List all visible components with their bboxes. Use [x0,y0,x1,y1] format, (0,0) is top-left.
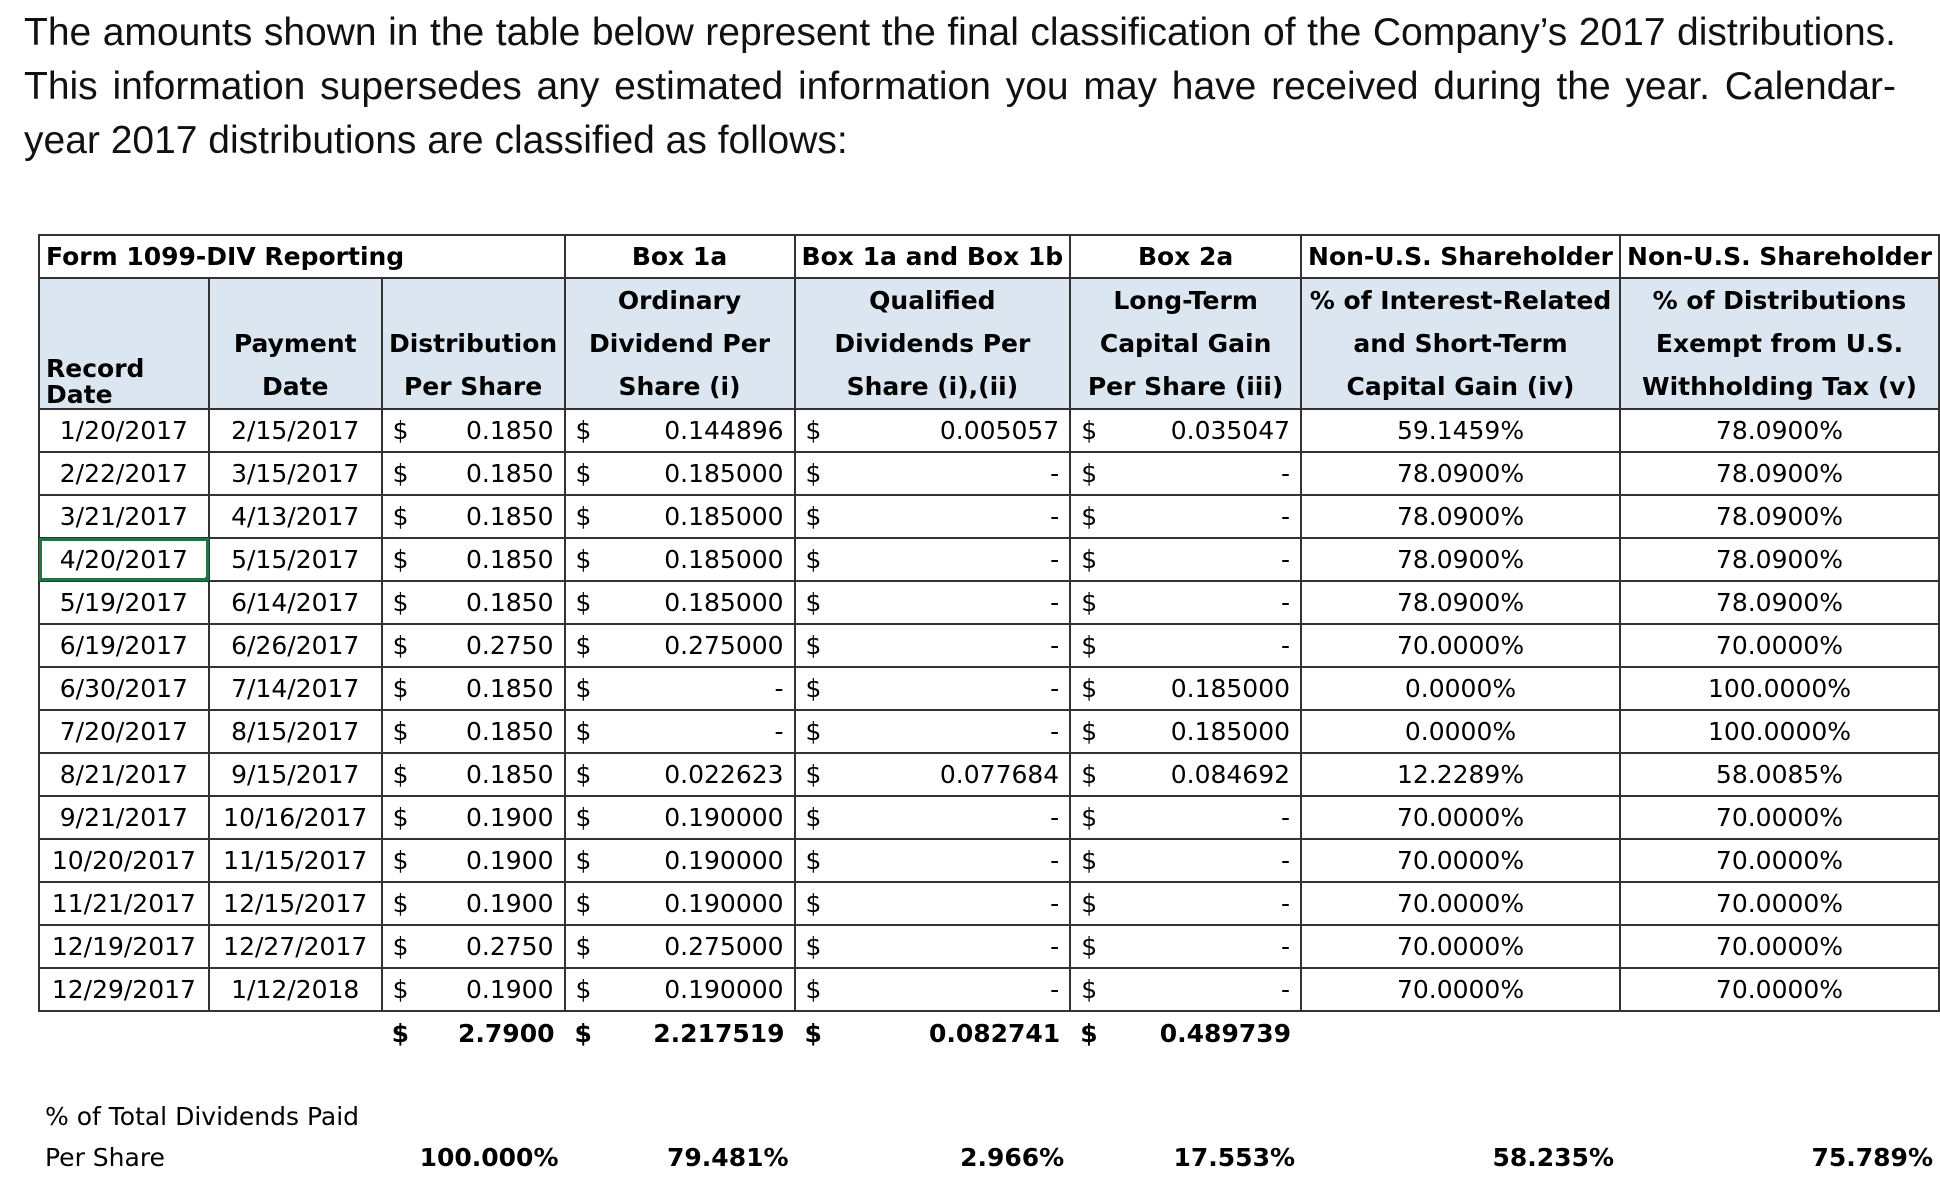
qualified-dividend-value: - [1050,802,1060,832]
currency-symbol: $ [392,931,409,961]
table-row [39,581,1939,624]
qualified-dividend-cell[interactable] [795,796,1071,839]
qualified-dividend-cell[interactable] [795,925,1071,968]
qualified-dividend-value: - [1050,673,1060,703]
currency-symbol: $ [805,544,822,574]
distribution-value: 0.1850 [466,544,554,574]
record-date-cell[interactable]: 6/30/2017 [39,667,209,710]
currency-symbol: $ [1081,673,1098,703]
ltcg-value: - [1281,974,1291,1004]
record-date-cell[interactable]: 11/21/2017 [39,882,209,925]
empty-cell [39,1011,209,1056]
table-row [39,925,1939,968]
ordinary-dividend-value: 0.190000 [664,888,784,918]
ordinary-dividend-cell[interactable] [565,882,795,925]
ltcg-cell[interactable] [1070,667,1301,710]
record-date-cell[interactable]: 12/19/2017 [39,925,209,968]
ordinary-dividend-value: 0.190000 [664,845,784,875]
table-row [39,968,1939,1011]
ordinary-dividend-header: Ordinary Dividend Per Share (i) [565,278,795,409]
currency-symbol: $ [805,716,822,746]
currency-symbol: $ [805,888,822,918]
currency-symbol: $ [574,1019,592,1048]
currency-symbol: $ [392,888,409,918]
payment-date-cell[interactable]: 5/15/2017 [209,538,382,581]
interest-related-cell[interactable]: 78.0900% [1301,495,1620,538]
ltcg-value: - [1281,544,1291,574]
non-us-header-1: Non-U.S. Shareholder [1301,235,1620,278]
distribution-value: 0.1850 [466,673,554,703]
header-row-2 [39,278,1939,409]
table-row [39,839,1939,882]
total-ltcg-cell[interactable] [1070,1011,1301,1056]
distribution-table [38,234,1940,1178]
distribution-value: 0.1850 [466,415,554,445]
currency-symbol: $ [1081,759,1098,789]
ordinary-dividend-value: 0.190000 [664,802,784,832]
qualified-dividend-value: - [1050,501,1060,531]
table-row [39,753,1939,796]
distribution-value: 0.1850 [466,759,554,789]
currency-symbol: $ [805,458,822,488]
currency-symbol: $ [392,845,409,875]
distribution-value: 0.1850 [466,587,554,617]
ltcg-header: Long-Term Capital Gain Per Share (iii) [1070,278,1301,409]
currency-symbol: $ [392,673,409,703]
currency-symbol: $ [575,931,592,961]
distribution-cell[interactable] [382,710,565,753]
ltcg-value: - [1281,458,1291,488]
distribution-value: 0.1850 [466,501,554,531]
currency-symbol: $ [1081,716,1098,746]
distribution-cell[interactable] [382,968,565,1011]
record-date-cell[interactable]: 9/21/2017 [39,796,209,839]
ltcg-cell[interactable] [1070,452,1301,495]
record-date-cell[interactable]: 10/20/2017 [39,839,209,882]
ordinary-dividend-value: 0.185000 [664,458,784,488]
ltcg-cell[interactable] [1070,968,1301,1011]
ordinary-dividend-value: 0.185000 [664,501,784,531]
currency-symbol: $ [392,716,409,746]
spacer-cell [39,1056,1939,1096]
payment-date-cell[interactable]: 1/12/2018 [209,968,382,1011]
currency-symbol: $ [392,587,409,617]
qualified-dividend-cell[interactable] [795,667,1071,710]
exempt-withholding-cell[interactable]: 100.0000% [1620,710,1939,753]
ltcg-cell[interactable] [1070,839,1301,882]
interest-related-cell[interactable]: 70.0000% [1301,624,1620,667]
qualified-dividend-cell[interactable] [795,538,1071,581]
interest-related-header: % of Interest-Related and Short-Term Capital Gain (iv) [1301,278,1620,409]
ltcg-value: - [1281,501,1291,531]
total-distribution: 2.7900 [458,1019,555,1048]
interest-related-cell[interactable]: 0.0000% [1301,710,1620,753]
empty-cell [1301,1011,1620,1056]
currency-symbol: $ [392,458,409,488]
pct-ordinary-dividend[interactable]: 79.481% [667,1142,789,1172]
ordinary-dividend-value: 0.185000 [664,544,784,574]
interest-related-cell[interactable]: 70.0000% [1301,796,1620,839]
distribution-cell[interactable] [382,882,565,925]
qualified-dividend-value: 0.005057 [939,415,1060,445]
currency-symbol: $ [392,759,409,789]
distribution-cell[interactable] [382,495,565,538]
exempt-withholding-cell[interactable]: 70.0000% [1620,839,1939,882]
ltcg-cell[interactable] [1070,624,1301,667]
ordinary-dividend-cell[interactable] [565,968,795,1011]
currency-symbol: $ [805,931,822,961]
payment-date-cell[interactable]: 6/26/2017 [209,624,382,667]
payment-date-cell[interactable]: 7/14/2017 [209,667,382,710]
distribution-value: 0.1850 [466,716,554,746]
ordinary-dividend-cell[interactable] [565,538,795,581]
total-qualified-dividend-cell[interactable] [795,1011,1071,1056]
pct-label-row [39,1096,1939,1137]
currency-symbol: $ [805,673,822,703]
ltcg-value: - [1281,845,1291,875]
currency-symbol: $ [805,501,822,531]
qualified-dividend-cell[interactable] [795,968,1071,1011]
currency-symbol: $ [575,501,592,531]
total-ordinary-dividend: 2.217519 [653,1019,785,1048]
qualified-dividend-value: - [1050,888,1060,918]
interest-related-cell[interactable]: 70.0000% [1301,925,1620,968]
record-date-cell[interactable]: 5/19/2017 [39,581,209,624]
currency-symbol: $ [392,415,409,445]
payment-date-cell[interactable]: 9/15/2017 [209,753,382,796]
spacer-row [39,1056,1939,1096]
table-row [39,624,1939,667]
qualified-dividend-value: - [1050,630,1060,660]
exempt-withholding-cell[interactable]: 78.0900% [1620,538,1939,581]
intro-paragraph: The amounts shown in the table below represent the final classification of the Company’s 2017 distributions. This information supersedes any estimated information you may have received during the year. Calendar-year 2017 distributions are classified as follows: [24,11,1896,162]
exempt-withholding-cell[interactable]: 78.0900% [1620,409,1939,452]
exempt-withholding-cell[interactable]: 58.0085% [1620,753,1939,796]
exempt-withholding-cell[interactable]: 78.0900% [1620,452,1939,495]
ordinary-dividend-value: - [774,673,784,703]
form-1099-label: Form 1099-DIV Reporting [39,235,565,278]
currency-symbol: $ [805,759,822,789]
ordinary-dividend-value: 0.275000 [664,630,784,660]
ltcg-cell[interactable] [1070,710,1301,753]
currency-symbol: $ [392,630,409,660]
payment-date-cell[interactable]: 2/15/2017 [209,409,382,452]
qualified-dividend-value: - [1050,931,1060,961]
currency-symbol: $ [805,415,822,445]
pct-ltcg[interactable]: 17.553% [1173,1142,1296,1172]
currency-symbol: $ [1081,587,1098,617]
record-date-cell[interactable]: 12/29/2017 [39,968,209,1011]
payment-date-cell[interactable]: 12/27/2017 [209,925,382,968]
currency-symbol: $ [1081,974,1098,1004]
ordinary-dividend-cell[interactable] [565,624,795,667]
distribution-value: 0.1900 [466,845,554,875]
ltcg-value: - [1281,931,1291,961]
distribution-cell[interactable] [382,925,565,968]
qualified-dividend-value: - [1050,716,1060,746]
ordinary-dividend-cell[interactable] [565,710,795,753]
payment-date-cell[interactable]: 10/16/2017 [209,796,382,839]
currency-symbol: $ [1081,544,1098,574]
qualified-dividend-cell[interactable] [795,753,1071,796]
currency-symbol: $ [1081,931,1098,961]
ordinary-dividend-value: 0.022623 [664,759,784,789]
currency-symbol: $ [392,544,409,574]
table-row [39,409,1939,452]
ordinary-dividend-value: 0.275000 [664,931,784,961]
record-date-cell[interactable]: 4/20/2017 [39,538,209,581]
payment-date-cell[interactable]: 6/14/2017 [209,581,382,624]
total-ordinary-dividend-cell[interactable] [565,1011,795,1056]
currency-symbol: $ [575,415,592,445]
interest-related-cell[interactable]: 70.0000% [1301,968,1620,1011]
payment-date-cell[interactable]: 4/13/2017 [209,495,382,538]
interest-related-cell[interactable]: 78.0900% [1301,538,1620,581]
currency-symbol: $ [805,802,822,832]
pct-total-label-line2: Per Share [45,1142,165,1172]
record-date-cell[interactable]: 8/21/2017 [39,753,209,796]
ltcg-cell[interactable] [1070,753,1301,796]
currency-symbol: $ [1080,1019,1098,1048]
distribution-cell[interactable] [382,581,565,624]
distribution-cell[interactable] [382,796,565,839]
non-us-header-2: Non-U.S. Shareholder [1620,235,1939,278]
currency-symbol: $ [805,845,822,875]
currency-symbol: $ [575,759,592,789]
qualified-dividend-cell[interactable] [795,581,1071,624]
total-distribution-cell[interactable] [382,1011,565,1056]
distribution-value: 0.1900 [466,888,554,918]
table-row [39,667,1939,710]
ordinary-dividend-cell[interactable] [565,925,795,968]
ordinary-dividend-cell[interactable] [565,839,795,882]
qualified-dividend-cell[interactable] [795,495,1071,538]
payment-date-cell[interactable]: 11/15/2017 [209,839,382,882]
ltcg-cell[interactable] [1070,495,1301,538]
currency-symbol: $ [392,974,409,1004]
qualified-dividend-value: - [1050,587,1060,617]
ltcg-value: 0.084692 [1170,759,1291,789]
exempt-withholding-cell[interactable]: 70.0000% [1620,624,1939,667]
ltcg-value: - [1281,888,1291,918]
table-row [39,538,1939,581]
interest-related-cell[interactable]: 78.0900% [1301,452,1620,495]
ltcg-cell[interactable] [1070,581,1301,624]
currency-symbol: $ [575,630,592,660]
record-date-cell[interactable]: 7/20/2017 [39,710,209,753]
distribution-value: 0.2750 [466,931,554,961]
interest-related-cell[interactable]: 78.0900% [1301,581,1620,624]
header-row-1 [39,235,1939,278]
currency-symbol: $ [575,974,592,1004]
table-row [39,452,1939,495]
currency-symbol: $ [1081,888,1098,918]
total-ltcg: 0.489739 [1159,1019,1292,1048]
box-2a-header: Box 2a [1070,235,1301,278]
ordinary-dividend-cell[interactable] [565,753,795,796]
box-1a-header: Box 1a [565,235,795,278]
qualified-dividend-value: - [1050,845,1060,875]
pct-interest-related[interactable]: 58.235% [1492,1142,1614,1172]
table-row [39,495,1939,538]
exempt-withholding-cell[interactable]: 70.0000% [1620,796,1939,839]
distribution-value: 0.2750 [466,630,554,660]
table-row [39,882,1939,925]
total-qualified-dividend: 0.082741 [928,1019,1061,1048]
currency-symbol: $ [392,802,409,832]
record-date-cell[interactable]: 1/20/2017 [39,409,209,452]
distribution-cell[interactable] [382,839,565,882]
ordinary-dividend-value: 0.144896 [664,415,784,445]
currency-symbol: $ [575,888,592,918]
currency-symbol: $ [575,802,592,832]
currency-symbol: $ [391,1019,410,1048]
ordinary-dividend-cell[interactable] [565,409,795,452]
payment-date-cell[interactable]: 3/15/2017 [209,452,382,495]
exempt-withholding-header: % of Distributions Exempt from U.S. Withholding Tax (v) [1620,278,1939,409]
ltcg-cell[interactable] [1070,925,1301,968]
currency-symbol: $ [804,1019,822,1048]
currency-symbol: $ [575,673,592,703]
ltcg-value: 0.185000 [1170,716,1291,746]
ltcg-value: 0.035047 [1170,415,1291,445]
record-date-cell[interactable]: 6/19/2017 [39,624,209,667]
exempt-withholding-cell[interactable]: 70.0000% [1620,925,1939,968]
interest-related-cell[interactable]: 70.0000% [1301,882,1620,925]
qualified-dividend-cell[interactable] [795,710,1071,753]
currency-symbol: $ [805,974,822,1004]
qualified-dividend-value: - [1050,458,1060,488]
interest-related-cell[interactable]: 70.0000% [1301,839,1620,882]
ltcg-cell[interactable] [1070,796,1301,839]
exempt-withholding-cell[interactable]: 78.0900% [1620,495,1939,538]
payment-date-cell[interactable]: 12/15/2017 [209,882,382,925]
distribution-cell[interactable] [382,667,565,710]
qualified-dividend-value: 0.077684 [939,759,1060,789]
empty-cell [565,1096,1940,1137]
record-date-cell[interactable]: 2/22/2017 [39,452,209,495]
interest-related-cell[interactable]: 0.0000% [1301,667,1620,710]
record-date-cell[interactable]: 3/21/2017 [39,495,209,538]
distribution-header: Distribution Per Share [382,278,565,409]
pct-distribution[interactable]: 100.000% [419,1142,559,1172]
pct-total-row [39,1137,1939,1178]
pct-total-label-line1: % of Total Dividends Paid [45,1101,360,1131]
qualified-dividend-cell[interactable] [795,839,1071,882]
box-1a-1b-header: Box 1a and Box 1b [795,235,1071,278]
currency-symbol: $ [1081,415,1098,445]
payment-date-cell[interactable]: 8/15/2017 [209,710,382,753]
distribution-cell[interactable] [382,624,565,667]
qualified-dividend-cell[interactable] [795,452,1071,495]
currency-symbol: $ [1081,845,1098,875]
pct-exempt-withholding[interactable]: 75.789% [1811,1142,1933,1172]
ordinary-dividend-cell[interactable] [565,452,795,495]
currency-symbol: $ [575,587,592,617]
ltcg-cell[interactable] [1070,882,1301,925]
currency-symbol: $ [575,716,592,746]
distribution-value: 0.1900 [466,974,554,1004]
ltcg-value: - [1281,587,1291,617]
distribution-cell[interactable] [382,753,565,796]
ordinary-dividend-value: 0.185000 [664,587,784,617]
record-date-header: Record Date [39,278,209,409]
ltcg-value: - [1281,802,1291,832]
qualified-dividend-header: Qualified Dividends Per Share (i),(ii) [795,278,1071,409]
empty-cell [209,1011,382,1056]
ordinary-dividend-cell[interactable] [565,581,795,624]
exempt-withholding-cell[interactable]: 100.0000% [1620,667,1939,710]
interest-related-cell[interactable]: 12.2289% [1301,753,1620,796]
interest-related-cell[interactable]: 59.1459% [1301,409,1620,452]
ltcg-cell[interactable] [1070,409,1301,452]
distribution-cell[interactable] [382,452,565,495]
ordinary-dividend-value: 0.190000 [664,974,784,1004]
currency-symbol: $ [1081,458,1098,488]
table-row [39,796,1939,839]
ltcg-value: - [1281,630,1291,660]
qualified-dividend-cell[interactable] [795,624,1071,667]
distribution-cell[interactable] [382,409,565,452]
qualified-dividend-value: - [1050,544,1060,574]
currency-symbol: $ [575,845,592,875]
currency-symbol: $ [1081,630,1098,660]
totals-row [39,1011,1939,1056]
distribution-cell[interactable] [382,538,565,581]
exempt-withholding-cell[interactable]: 78.0900% [1620,581,1939,624]
currency-symbol: $ [1081,501,1098,531]
currency-symbol: $ [392,501,409,531]
table-row [39,710,1939,753]
currency-symbol: $ [805,630,822,660]
distribution-value: 0.1850 [466,458,554,488]
currency-symbol: $ [575,458,592,488]
qualified-dividend-value: - [1050,974,1060,1004]
ordinary-dividend-value: - [774,716,784,746]
pct-qualified-dividend[interactable]: 2.966% [960,1142,1065,1172]
ltcg-cell[interactable] [1070,538,1301,581]
ordinary-dividend-cell[interactable] [565,667,795,710]
currency-symbol: $ [1081,802,1098,832]
ltcg-value: 0.185000 [1170,673,1291,703]
currency-symbol: $ [805,587,822,617]
currency-symbol: $ [575,544,592,574]
qualified-dividend-cell[interactable] [795,409,1071,452]
distribution-value: 0.1900 [466,802,554,832]
ordinary-dividend-cell[interactable] [565,796,795,839]
exempt-withholding-cell[interactable]: 70.0000% [1620,968,1939,1011]
ordinary-dividend-cell[interactable] [565,495,795,538]
empty-cell [1620,1011,1939,1056]
exempt-withholding-cell[interactable]: 70.0000% [1620,882,1939,925]
qualified-dividend-cell[interactable] [795,882,1071,925]
payment-date-header: Payment Date [209,278,382,409]
